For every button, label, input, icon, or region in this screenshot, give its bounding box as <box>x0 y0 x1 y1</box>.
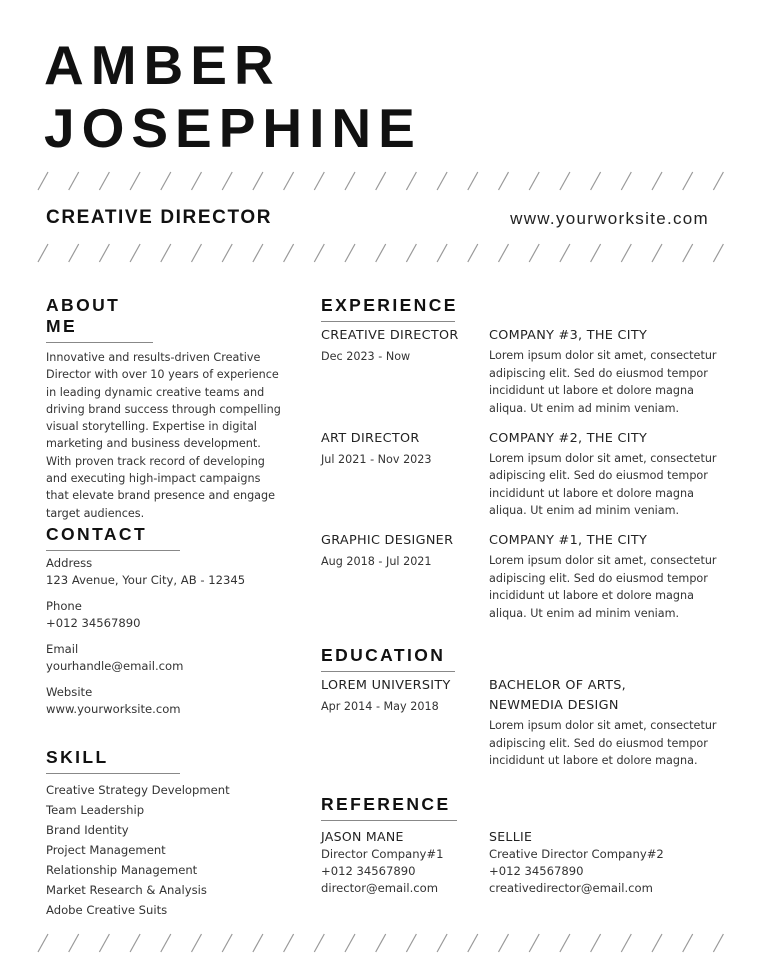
about-line: driving brand success through compelling <box>46 402 281 416</box>
about-line: With proven track record of developing <box>46 454 265 468</box>
slash-mark <box>437 172 447 190</box>
experience-section <box>321 295 458 322</box>
experience-dates: Aug 2018 - Jul 2021 <box>321 555 432 568</box>
contact-label: Email <box>46 642 79 656</box>
slash-mark <box>99 244 109 262</box>
slash-mark <box>38 934 48 952</box>
contact-value: www.yourworksite.com <box>46 702 181 716</box>
skill-item: Relationship Management <box>46 863 198 877</box>
about-line: visual storytelling. Expertise in digital <box>46 420 257 434</box>
contact-item <box>46 555 286 589</box>
slash-mark <box>314 172 324 190</box>
slash-mark <box>621 244 631 262</box>
reference-phone: +012 34567890 <box>489 864 584 878</box>
job-title: CREATIVE DIRECTOR <box>46 207 273 228</box>
description-line: aliqua. Ut enim ad minim veniam. <box>489 401 680 415</box>
experience-company-block <box>489 327 739 417</box>
slash-mark <box>529 244 539 262</box>
slash-mark <box>38 244 48 262</box>
slash-mark <box>345 244 355 262</box>
about-line: that elevate brand presence and engage <box>46 489 276 503</box>
slash-divider-middle <box>36 243 726 263</box>
about-line: Innovative and results-driven Creative <box>46 351 261 364</box>
education-degree-line-2: NEWMEDIA DESIGN <box>489 698 619 713</box>
education-heading: EDUCATION <box>321 645 455 672</box>
experience-company-block <box>489 430 739 520</box>
contact-label: Address <box>46 556 93 570</box>
slash-mark <box>406 172 416 190</box>
slash-mark <box>222 934 232 952</box>
about-line: in leading dynamic creative teams and <box>46 385 265 399</box>
slash-mark <box>99 172 109 190</box>
slash-mark <box>499 934 509 952</box>
slash-mark <box>38 172 48 190</box>
about-line: marketing and business development. <box>46 437 261 451</box>
slash-mark <box>314 244 324 262</box>
experience-description <box>489 552 739 622</box>
description-line: adipiscing elit. Sed do eiusmod tempor <box>489 469 708 482</box>
experience-dates: Dec 2023 - Now <box>321 350 411 363</box>
skill-item: Market Research & Analysis <box>46 883 207 897</box>
slash-mark <box>468 172 478 190</box>
slash-mark <box>130 934 140 952</box>
contact-item <box>46 641 286 675</box>
slash-mark <box>621 172 631 190</box>
reference-item <box>321 828 444 897</box>
description-line: Lorem ipsum dolor sit amet, consectetur <box>489 349 717 362</box>
slash-mark <box>192 934 202 952</box>
slash-mark <box>437 244 447 262</box>
slash-mark <box>376 244 386 262</box>
slash-mark <box>683 934 693 952</box>
experience-role: GRAPHIC DESIGNER <box>321 533 454 548</box>
slash-mark <box>376 172 386 190</box>
slash-mark <box>161 934 171 952</box>
description-line: aliqua. Ut enim ad minim veniam. <box>489 504 680 517</box>
reference-heading: REFERENCE <box>321 794 457 821</box>
experience-company: COMPANY #3, THE CITY <box>489 328 648 343</box>
slash-mark <box>222 244 232 262</box>
skill-item: Team Leadership <box>46 803 145 817</box>
slash-mark <box>560 934 570 952</box>
slash-mark <box>130 172 140 190</box>
about-line: and executing high-impact campaigns <box>46 472 261 486</box>
description-line: adipiscing elit. Sed do eiusmod tempor <box>489 366 708 380</box>
description-line: incididunt ut labore et dolore magna <box>489 589 694 602</box>
reference-phone: +012 34567890 <box>321 864 416 878</box>
slash-mark <box>560 244 570 262</box>
slash-mark <box>683 244 693 262</box>
slash-mark <box>161 172 171 190</box>
experience-company-block <box>489 532 739 622</box>
slash-mark <box>253 244 263 262</box>
contact-label: Website <box>46 685 93 699</box>
about-heading: ABOUT ME <box>46 295 153 343</box>
experience-role-block <box>321 430 432 468</box>
reference-email: director@email.com <box>321 881 439 895</box>
description-line: adipiscing elit. Sed do eiusmod tempor <box>489 571 708 585</box>
description-line: incididunt ut labore et dolore magna. <box>489 754 698 767</box>
experience-heading: EXPERIENCE <box>321 295 455 322</box>
first-name: AMBER <box>44 34 281 96</box>
contact-value: +012 34567890 <box>46 616 141 630</box>
slash-mark <box>284 172 294 190</box>
contact-value: yourhandle@email.com <box>46 659 184 673</box>
description-line: adipiscing elit. Sed do eiusmod tempor <box>489 736 708 750</box>
experience-role-block <box>321 532 453 570</box>
slash-mark <box>192 172 202 190</box>
slash-mark <box>437 934 447 952</box>
experience-role-block <box>321 327 459 365</box>
education-dates: Apr 2014 - May 2018 <box>321 700 439 713</box>
education-section <box>321 645 455 672</box>
description-line: Lorem ipsum dolor sit amet, consectetur <box>489 554 717 567</box>
slash-mark <box>376 934 386 952</box>
description-line: incididunt ut labore et dolore magna <box>489 486 694 500</box>
reference-item <box>489 828 664 897</box>
reference-section <box>321 794 457 821</box>
contact-heading: CONTACT <box>46 524 180 551</box>
contact-item <box>46 598 286 632</box>
description-line: Lorem ipsum dolor sit amet, consectetur <box>489 719 717 732</box>
experience-role: CREATIVE DIRECTOR <box>321 328 459 343</box>
slash-mark <box>713 172 723 190</box>
experience-description <box>489 450 739 520</box>
slash-mark <box>560 172 570 190</box>
slash-mark <box>652 172 662 190</box>
slash-mark <box>69 934 79 952</box>
slash-mark <box>314 934 324 952</box>
contact-section <box>46 524 286 718</box>
slash-mark <box>161 244 171 262</box>
slash-mark <box>621 934 631 952</box>
slash-mark <box>529 172 539 190</box>
education-degree-line-1: BACHELOR OF ARTS, <box>489 678 626 693</box>
slash-mark <box>253 934 263 952</box>
about-text <box>46 349 286 522</box>
experience-dates: Jul 2021 - Nov 2023 <box>321 452 432 466</box>
reference-position: Creative Director Company#2 <box>489 847 664 861</box>
slash-mark <box>99 934 109 952</box>
education-description <box>489 717 739 770</box>
description-line: Lorem ipsum dolor sit amet, consectetur <box>489 451 717 465</box>
experience-company: COMPANY #2, THE CITY <box>489 430 648 446</box>
skill-item: Brand Identity <box>46 823 129 837</box>
slash-mark <box>253 172 263 190</box>
header-website: www.yourworksite.com <box>510 209 709 228</box>
slash-mark <box>468 934 478 952</box>
contact-value: 123 Avenue, Your City, AB - 12345 <box>46 573 246 587</box>
slash-mark <box>222 172 232 190</box>
slash-mark <box>499 172 509 190</box>
slash-divider-bottom <box>36 933 726 953</box>
experience-description <box>489 347 739 417</box>
education-school: LOREM UNIVERSITY <box>321 678 451 693</box>
description-line: incididunt ut labore et dolore magna <box>489 384 694 397</box>
skill-section <box>46 747 286 920</box>
slash-mark <box>529 934 539 952</box>
slash-mark <box>683 172 693 190</box>
slash-mark <box>406 934 416 952</box>
skill-item: Adobe Creative Suits <box>46 903 168 917</box>
experience-role: ART DIRECTOR <box>321 430 420 446</box>
slash-mark <box>591 172 601 190</box>
reference-name: SELLIE <box>489 829 533 844</box>
slash-divider-top <box>36 171 726 191</box>
experience-company: COMPANY #1, THE CITY <box>489 533 648 548</box>
last-name: JOSEPHINE <box>44 97 422 159</box>
slash-mark <box>345 172 355 190</box>
contact-item <box>46 684 286 718</box>
slash-mark <box>192 244 202 262</box>
slash-mark <box>69 244 79 262</box>
slash-mark <box>591 934 601 952</box>
skill-item: Creative Strategy Development <box>46 783 230 797</box>
slash-mark <box>591 244 601 262</box>
slash-mark <box>652 244 662 262</box>
slash-mark <box>130 244 140 262</box>
slash-mark <box>652 934 662 952</box>
slash-mark <box>284 244 294 262</box>
skill-heading: SKILL <box>46 747 180 774</box>
reference-email: creativedirector@email.com <box>489 881 653 895</box>
reference-position: Director Company#1 <box>321 847 444 861</box>
slash-mark <box>345 934 355 952</box>
reference-name: JASON MANE <box>321 829 404 844</box>
about-line: Director with over 10 years of experience <box>46 368 279 382</box>
slash-mark <box>69 172 79 190</box>
skill-item: Project Management <box>46 843 166 857</box>
slash-mark <box>499 244 509 262</box>
contact-label: Phone <box>46 599 82 613</box>
description-line: aliqua. Ut enim ad minim veniam. <box>489 606 680 620</box>
about-section <box>46 295 286 522</box>
slash-mark <box>406 244 416 262</box>
slash-mark <box>713 934 723 952</box>
slash-mark <box>284 934 294 952</box>
slash-mark <box>468 244 478 262</box>
about-line: target audiences. <box>46 506 145 520</box>
slash-mark <box>713 244 723 262</box>
